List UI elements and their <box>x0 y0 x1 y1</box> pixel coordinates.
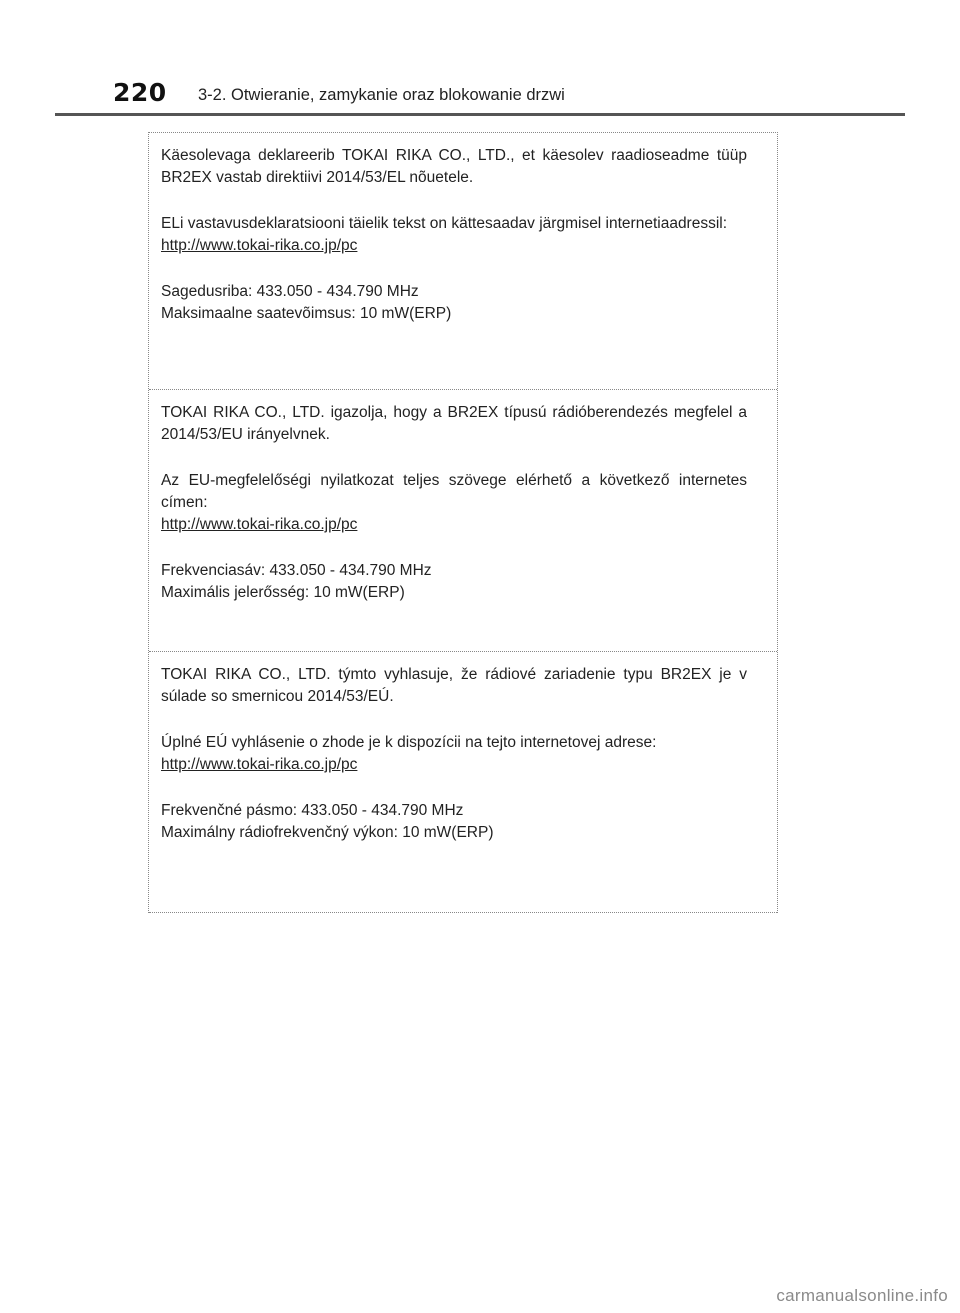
frequency-band-text: Frekvenčné pásmo: 433.050 - 434.790 MHz <box>161 802 464 819</box>
declaration-block-slovak <box>149 652 777 913</box>
frequency-band-text: Sagedusriba: 433.050 - 434.790 MHz <box>161 283 419 300</box>
watermark: carmanualsonline.info <box>776 1286 948 1305</box>
declaration-box <box>148 132 778 913</box>
section-title: 3-2. Otwieranie, zamykanie oraz blokowanie drzwi <box>198 86 565 104</box>
availability-text: Az EU-megfelelőségi nyilatkozat teljes szövege elérhető a következő internetes címen: <box>161 472 747 511</box>
availability-text: Úplné EÚ vyhlásenie o zhode je k dispozícii na tejto internetovej adrese: <box>161 734 657 751</box>
page-number: 220 <box>113 78 167 107</box>
declaration-block-estonian <box>149 133 777 390</box>
availability-text: ELi vastavusdeklaratsiooni täielik tekst on kättesaadav järgmisel internetiaadressil: <box>161 215 728 232</box>
max-power-text: Maksimaalne saatevõimsus: 10 mW(ERP) <box>161 305 452 322</box>
max-power-text: Maximálny rádiofrekvenčný výkon: 10 mW(ERP) <box>161 824 494 841</box>
declaration-url-link[interactable]: http://www.tokai-rika.co.jp/pc <box>161 237 358 254</box>
header-rule <box>55 113 905 116</box>
declaration-url-link[interactable]: http://www.tokai-rika.co.jp/pc <box>161 756 358 773</box>
declaration-text: Käesolevaga deklareerib TOKAI RIKA CO., LTD., et käesolev raadioseadme tüüp BR2EX vastab direktiivi 2014/53/EL nõuetele. <box>161 147 747 186</box>
frequency-band-text: Frekvenciasáv: 433.050 - 434.790 MHz <box>161 562 432 579</box>
declaration-block-hungarian <box>149 390 777 652</box>
max-power-text: Maximális jelerősség: 10 mW(ERP) <box>161 584 405 601</box>
declaration-text: TOKAI RIKA CO., LTD. igazolja, hogy a BR2EX típusú rádióberendezés megfelel a 2014/53/EU irányelvnek. <box>161 404 747 443</box>
declaration-text: TOKAI RIKA CO., LTD. týmto vyhlasuje, že rádiové zariadenie typu BR2EX je v súlade so smernicou 2014/53/EÚ. <box>161 666 747 705</box>
page-header <box>0 0 960 118</box>
declaration-url-link[interactable]: http://www.tokai-rika.co.jp/pc <box>161 516 358 533</box>
